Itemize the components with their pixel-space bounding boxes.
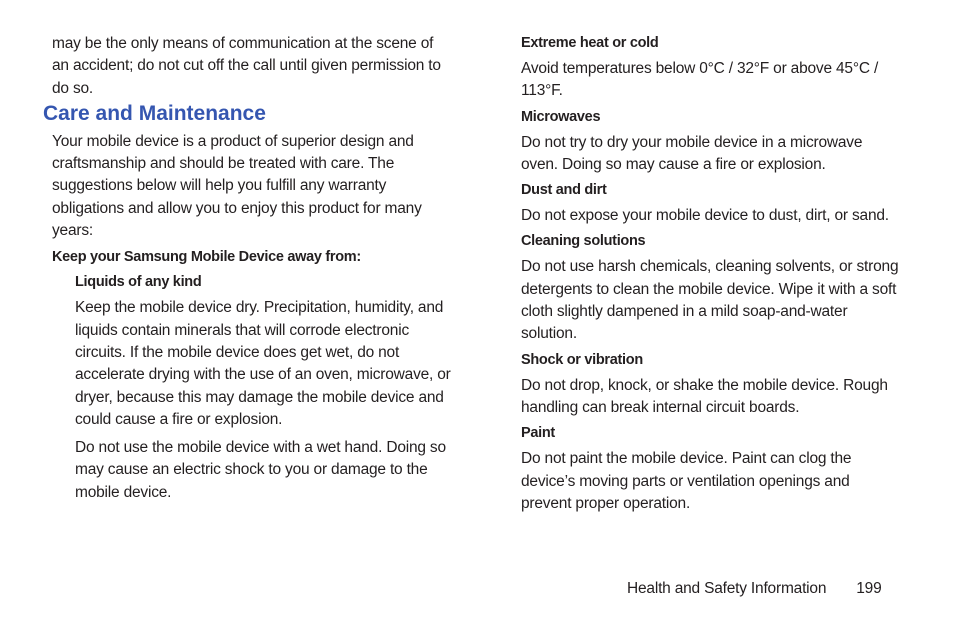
item-text: Do not use harsh chemicals, cleaning solvents, or strong detergents to clean the mobile device. Wipe it with a soft cloth slightly dampened in a mild soap-and-water solution. <box>521 258 899 343</box>
left-column <box>43 33 452 504</box>
item-heading: Dust and dirt <box>521 182 607 199</box>
item-heading: Shock or vibration <box>521 351 643 368</box>
section-title: Care and Maintenance <box>43 101 266 125</box>
item-heading: Microwaves <box>521 108 601 125</box>
item-text: Do not expose your mobile device to dust, dirt, or sand. <box>521 207 889 225</box>
item-text: Avoid temperatures below 0°C / 32°F or above 45°C / 113°F. <box>521 60 879 100</box>
liquids-heading: Liquids of any kind <box>75 274 202 291</box>
liquids-paragraph-2: Do not use the mobile device with a wet hand. Doing so may cause an electric shock to you or damage to the mobile device. <box>75 439 446 501</box>
intro-paragraph: Your mobile device is a product of superior design and craftsmanship and should be treated with care. The suggestions below will help you fulfill any warranty obligations and allow you to enjoy this product for many years: <box>52 132 422 240</box>
right-column <box>521 33 901 519</box>
keep-away-heading: Keep your Samsung Mobile Device away from: <box>52 249 361 266</box>
continued-paragraph: may be the only means of communication at the scene of an accident; do not cut off the call until given permission to do so. <box>52 35 441 97</box>
footer-section-name: Health and Safety Information <box>627 580 827 597</box>
liquids-paragraph-1: Keep the mobile device dry. Precipitation, humidity, and liquids contain minerals that will corrode electronic circuits. If the mobile device does get wet, do not accelerate drying with the use of an oven, microwave, or dryer, because this may damage the mobile device and could cause a fire or explosion. <box>75 299 451 428</box>
item-heading: Paint <box>521 425 555 442</box>
page-footer <box>627 578 882 600</box>
item-heading: Cleaning solutions <box>521 233 646 250</box>
item-text: Do not drop, knock, or shake the mobile device. Rough handling can break internal circuit boards. <box>521 376 888 416</box>
item-heading: Extreme heat or cold <box>521 35 659 51</box>
page-number: 199 <box>856 580 882 597</box>
item-text: Do not try to dry your mobile device in a microwave oven. Doing so may cause a fire or explosion. <box>521 133 863 173</box>
item-text: Do not paint the mobile device. Paint can clog the device’s moving parts or ventilation openings and prevent proper operation. <box>521 450 852 512</box>
